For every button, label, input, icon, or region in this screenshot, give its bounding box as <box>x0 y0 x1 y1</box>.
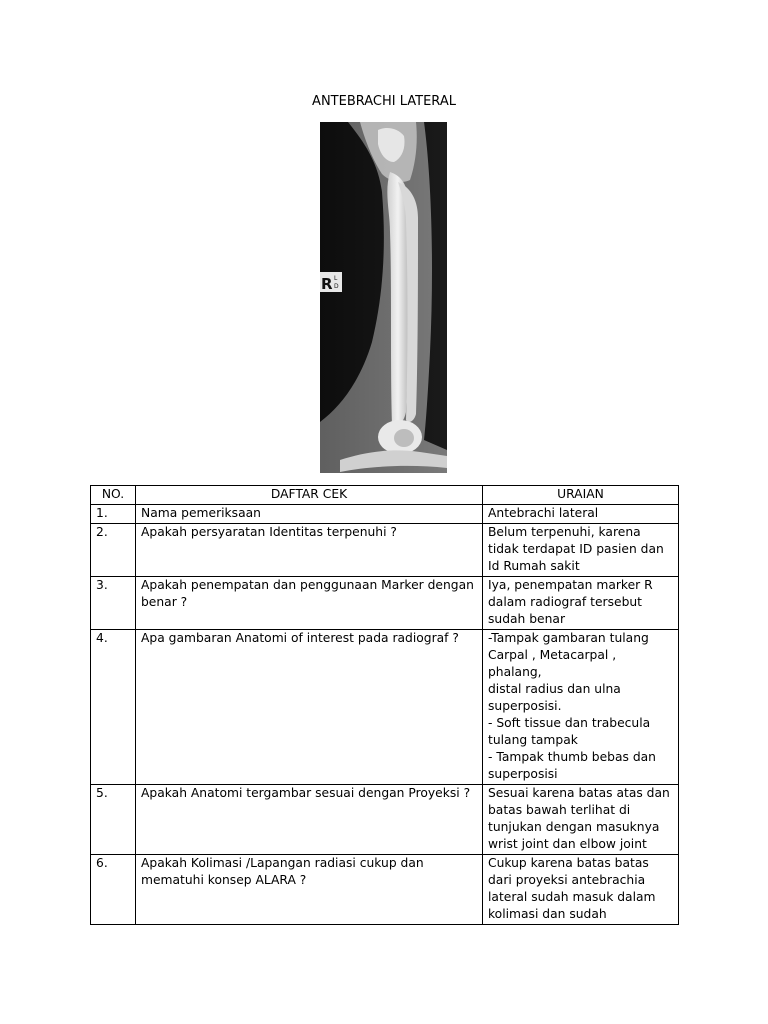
table-row <box>91 505 679 524</box>
checklist-item: Nama pemeriksaan <box>136 505 483 524</box>
table-row <box>91 524 679 577</box>
checklist-table <box>90 485 679 925</box>
checklist-description: Iya, penempatan marker R dalam radiograf tersebut sudah benar <box>483 577 679 630</box>
svg-text:D: D <box>334 283 339 290</box>
checklist-item: Apa gambaran Anatomi of interest pada radiograf ? <box>136 630 483 785</box>
row-number: 5. <box>91 785 136 855</box>
row-number: 1. <box>91 505 136 524</box>
checklist-description: Cukup karena batas batas dari proyeksi antebrachia lateral sudah masuk dalam kolimasi dan sudah <box>483 855 679 925</box>
checklist-description: -Tampak gambaran tulang Carpal , Metacarpal , phalang, distal radius dan ulna superposisi. - Soft tissue dan trabecula tulang tampak - Tampak thumb bebas dan superposisi <box>483 630 679 785</box>
checklist-item: Apakah Anatomi tergambar sesuai dengan Proyeksi ? <box>136 785 483 855</box>
document-title: ANTEBRACHI LATERAL <box>312 94 456 109</box>
checklist-item: Apakah persyaratan Identitas terpenuhi ? <box>136 524 483 577</box>
xray-marker-r: R <box>321 275 333 293</box>
checklist-item: Apakah Kolimasi /Lapangan radiasi cukup dan mematuhi konsep ALARA ? <box>136 855 483 925</box>
svg-text:L: L <box>334 275 338 282</box>
table-row <box>91 577 679 630</box>
table-row <box>91 630 679 785</box>
row-number: 4. <box>91 630 136 785</box>
checklist-description: Antebrachi lateral <box>483 505 679 524</box>
checklist-item: Apakah penempatan dan penggunaan Marker dengan benar ? <box>136 577 483 630</box>
header-no: NO. <box>91 486 136 505</box>
row-number: 6. <box>91 855 136 925</box>
checklist-description: Sesuai karena batas atas dan batas bawah terlihat di tunjukan dengan masuknya wrist joint dan elbow joint <box>483 785 679 855</box>
table-row <box>91 855 679 925</box>
table-row <box>91 785 679 855</box>
row-number: 3. <box>91 577 136 630</box>
checklist-description: Belum terpenuhi, karena tidak terdapat ID pasien dan Id Rumah sakit <box>483 524 679 577</box>
row-number: 2. <box>91 524 136 577</box>
table-header-row <box>91 486 679 505</box>
forearm-xray-image <box>320 122 447 473</box>
header-uraian: URAIAN <box>483 486 679 505</box>
header-daftar-cek: DAFTAR CEK <box>136 486 483 505</box>
